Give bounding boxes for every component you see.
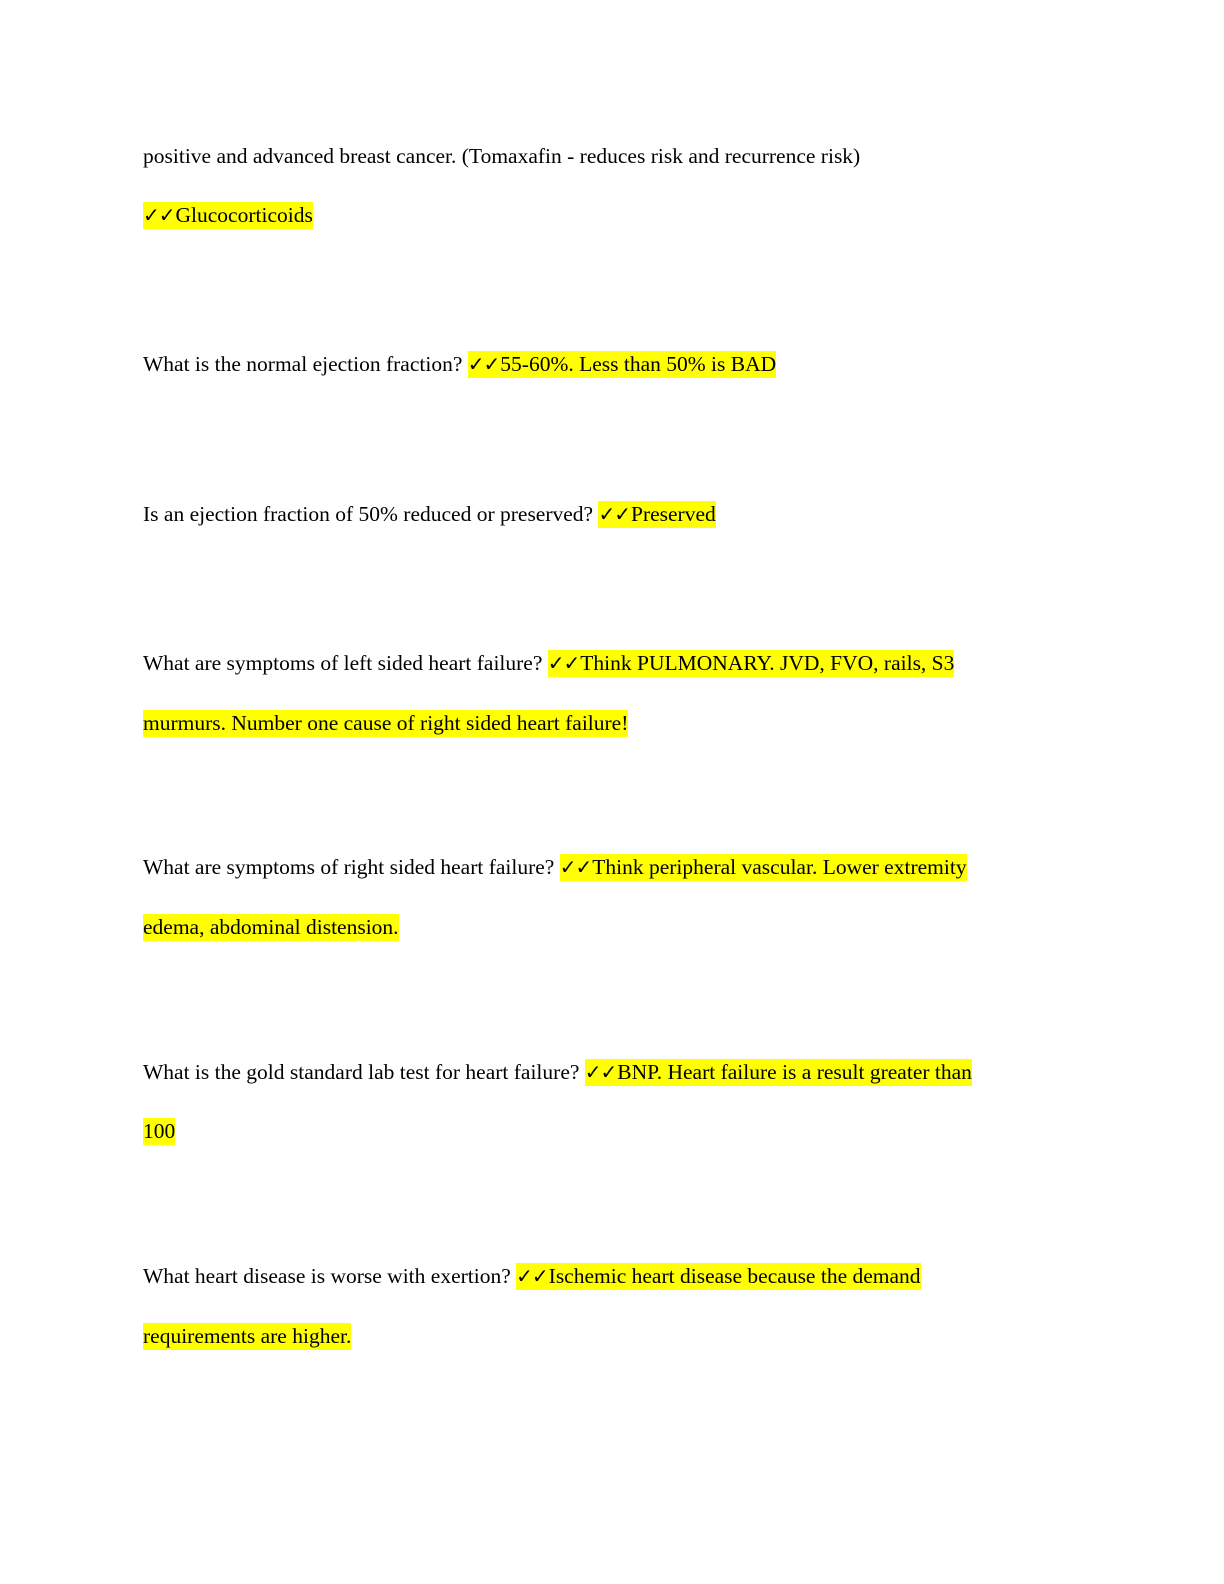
qa-3-line-2 <box>143 708 628 738</box>
intro-answer-highlight <box>143 202 313 229</box>
qa-6-answer-continuation: requirements are higher. <box>143 1324 352 1348</box>
qa-5-answer-text: BNP. Heart failure is a result greater than <box>617 1060 972 1084</box>
qa-1-line-1 <box>143 349 776 379</box>
intro-answer-line <box>143 200 313 230</box>
double-check-icon: ✓✓ <box>584 1060 617 1084</box>
qa-2-answer-text: Preserved <box>630 502 716 526</box>
qa-4-answer-highlight <box>560 854 967 881</box>
double-check-icon: ✓✓ <box>516 1264 548 1288</box>
qa-2-question: Is an ejection fraction of 50% reduced or preserved? <box>143 502 599 526</box>
qa-4-line-1 <box>143 852 967 882</box>
qa-5-line-1 <box>143 1057 972 1087</box>
qa-1-question: What is the normal ejection fraction? <box>143 352 468 376</box>
qa-4-line-2 <box>143 912 399 942</box>
qa-2-line-1 <box>143 499 716 529</box>
qa-5-question: What is the gold standard lab test for heart failure? <box>143 1060 585 1084</box>
qa-1-answer-highlight <box>468 351 776 378</box>
qa-5-line-2 <box>143 1116 175 1146</box>
qa-5-answer-highlight <box>585 1059 972 1086</box>
double-check-icon: ✓✓ <box>143 203 175 227</box>
qa-3-line-1 <box>143 648 954 678</box>
qa-6-line-1 <box>143 1261 921 1291</box>
qa-1-answer-text: 55-60%. Less than 50% is BAD <box>500 352 777 376</box>
qa-4-question: What are symptoms of right sided heart failure? <box>143 855 560 879</box>
double-check-icon: ✓✓ <box>467 352 500 376</box>
intro-continuation-text: positive and advanced breast cancer. (Tomaxafin - reduces risk and recurrence risk) <box>143 144 861 168</box>
qa-5-answer-continuation: 100 <box>143 1119 176 1143</box>
qa-3-question: What are symptoms of left sided heart failure? <box>143 651 548 675</box>
qa-4-answer-continuation: edema, abdominal distension. <box>143 915 399 939</box>
qa-6-line-2 <box>143 1321 351 1351</box>
qa-4-answer-text: Think peripheral vascular. Lower extremity <box>592 855 967 879</box>
intro-continuation-line <box>143 141 860 171</box>
double-check-icon: ✓✓ <box>598 502 630 526</box>
intro-answer-text: Glucocorticoids <box>175 203 313 227</box>
qa-6-answer-text: Ischemic heart disease because the demand <box>548 1264 921 1288</box>
qa-2-answer-highlight <box>598 501 715 528</box>
qa-3-answer-continuation: murmurs. Number one cause of right sided heart failure! <box>143 711 629 735</box>
qa-6-question: What heart disease is worse with exertion? <box>143 1264 517 1288</box>
qa-3-answer-highlight <box>548 650 955 677</box>
qa-3-answer-text: Think PULMONARY. JVD, FVO, rails, S3 <box>580 651 955 675</box>
double-check-icon: ✓✓ <box>547 651 580 675</box>
qa-6-answer-highlight <box>516 1263 920 1290</box>
double-check-icon: ✓✓ <box>559 855 592 879</box>
